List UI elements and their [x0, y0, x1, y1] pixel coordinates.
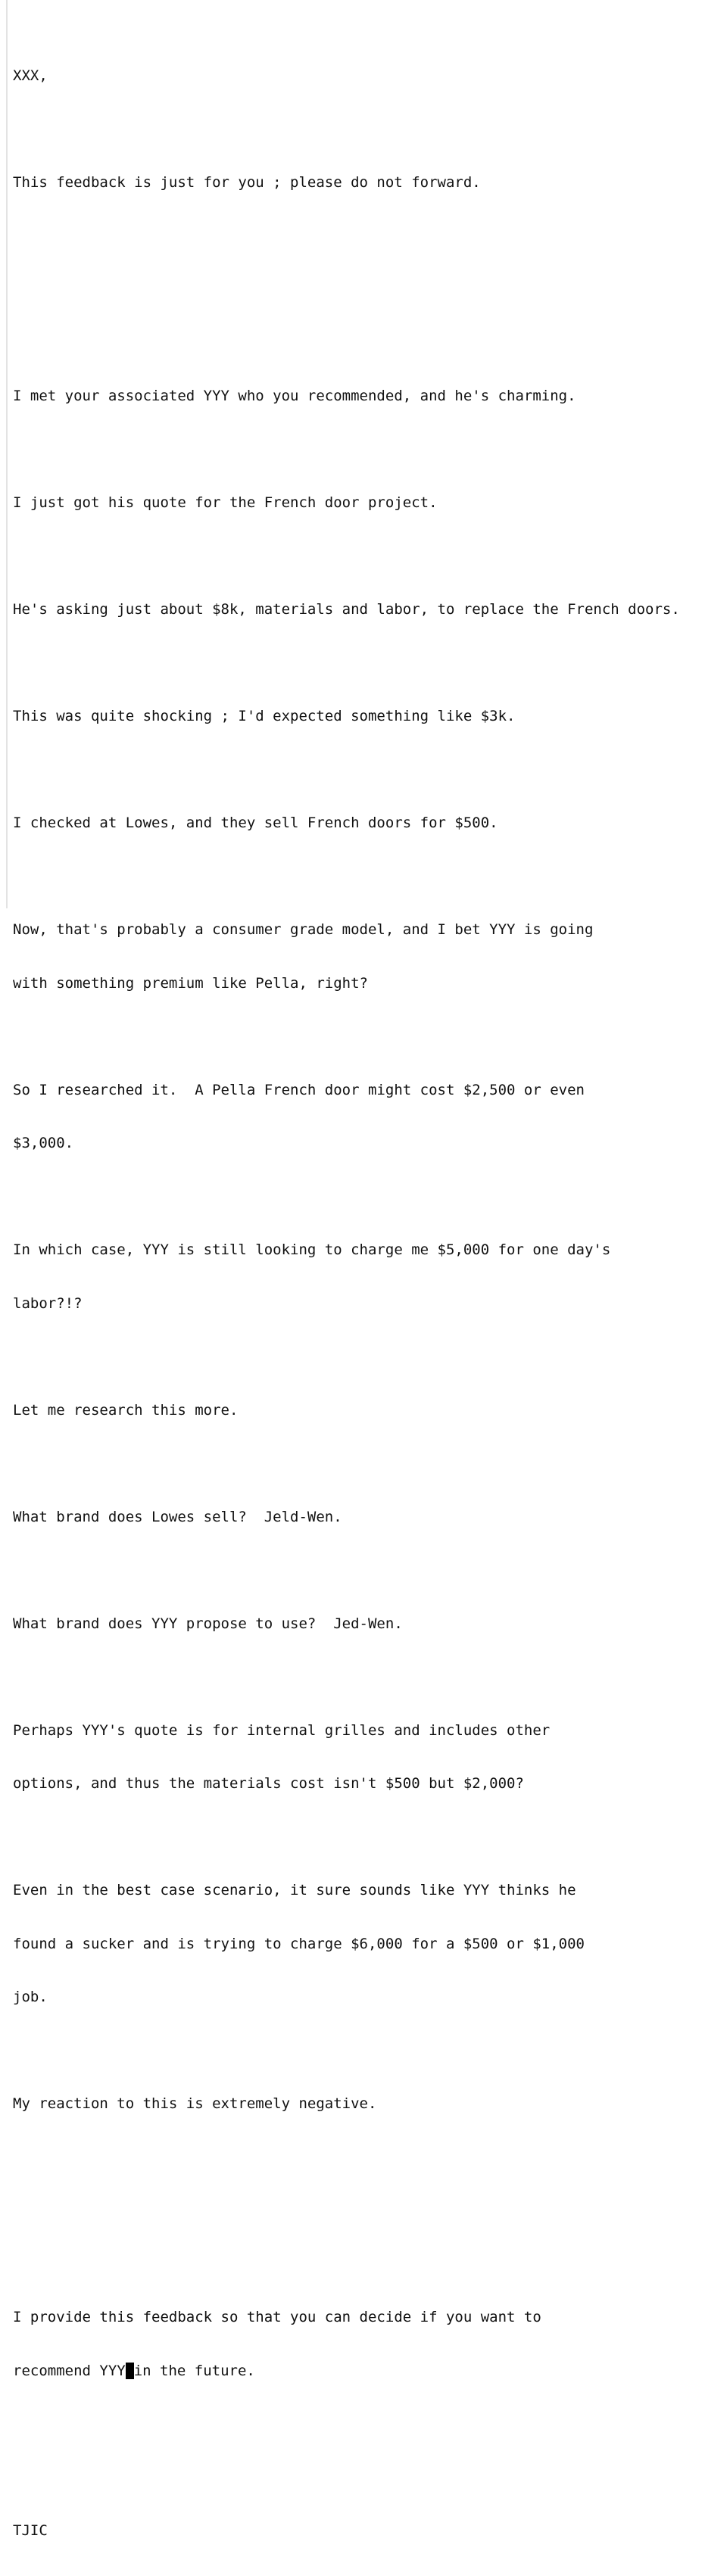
text-line[interactable] [13, 441, 680, 459]
text-line[interactable] [13, 868, 680, 886]
text-line[interactable] [13, 2256, 680, 2274]
text-line[interactable] [13, 548, 680, 566]
text-line[interactable] [13, 2042, 680, 2060]
text-line[interactable]: So I researched it. A Pella French door might cost $2,500 or even [13, 1081, 585, 1098]
text-line[interactable] [13, 281, 680, 299]
text-line[interactable]: I provide this feedback so that you can decide if you want to [13, 2309, 541, 2325]
text-line[interactable]: He's asking just about $8k, materials and labor, to replace the French doors. [13, 601, 680, 618]
text-line[interactable]: This feedback is just for you ; please do not forward. [13, 174, 481, 191]
text-line[interactable] [13, 762, 680, 780]
text-line[interactable] [13, 1455, 680, 1473]
email-body[interactable] [13, 32, 680, 2576]
text-line[interactable] [13, 2416, 680, 2434]
text-line[interactable]: options, and thus the materials cost isn't $500 but $2,000? [13, 1775, 524, 1792]
text-line[interactable]: My reaction to this is extremely negative. [13, 2095, 377, 2112]
text-line[interactable] [13, 655, 680, 673]
text-line[interactable] [13, 1028, 680, 1046]
editor-margin-rule [6, 0, 8, 908]
text-line[interactable]: TJIC [13, 2522, 48, 2539]
text-line[interactable]: I checked at Lowes, and they sell French doors for $500. [13, 815, 498, 831]
cursor-line[interactable] [13, 2363, 680, 2381]
cursor-line-before-text: recommend YYY [13, 2362, 126, 2379]
text-line[interactable] [13, 1188, 680, 1207]
text-line[interactable]: $3,000. [13, 1135, 74, 1151]
text-line[interactable] [13, 1668, 680, 1687]
text-line[interactable] [13, 1829, 680, 1847]
text-line[interactable]: In which case, YYY is still looking to charge me $5,000 for one day's [13, 1241, 611, 1258]
text-line[interactable] [13, 335, 680, 353]
text-line[interactable]: This was quite shocking ; I'd expected something like $3k. [13, 708, 516, 724]
text-line[interactable] [13, 2469, 680, 2487]
text-line[interactable]: Even in the best case scenario, it sure sounds like YYY thinks he [13, 1882, 576, 1899]
text-line[interactable]: XXX, [13, 67, 48, 84]
text-line[interactable]: job. [13, 1989, 48, 2005]
cursor-line-after-text: in the future. [133, 2362, 255, 2379]
text-line[interactable]: Now, that's probably a consumer grade model, and I bet YYY is going [13, 921, 594, 938]
text-line[interactable] [13, 228, 680, 246]
text-line[interactable] [13, 2202, 680, 2220]
text-line[interactable]: Perhaps YYY's quote is for internal grilles and includes other [13, 1721, 551, 1739]
text-line[interactable]: I met your associated YYY who you recommended, and he's charming. [13, 388, 576, 404]
text-line[interactable]: labor?!? [13, 1294, 83, 1312]
text-line[interactable]: Let me research this more. [13, 1401, 239, 1419]
text-line[interactable] [13, 1348, 680, 1366]
text-line[interactable]: What brand does Lowes sell? Jeld-Wen. [13, 1508, 342, 1525]
text-line[interactable]: found a sucker and is trying to charge $6,000 for a $500 or $1,000 [13, 1935, 585, 1952]
text-cursor [126, 2363, 134, 2379]
text-line[interactable] [13, 1562, 680, 1580]
text-line[interactable]: What brand does YYY propose to use? Jed-Wen. [13, 1615, 403, 1632]
text-line[interactable]: with something premium like Pella, right? [13, 974, 368, 992]
text-line[interactable] [13, 121, 680, 139]
text-line[interactable] [13, 2149, 680, 2167]
text-line[interactable]: I just got his quote for the French door project. [13, 494, 438, 511]
